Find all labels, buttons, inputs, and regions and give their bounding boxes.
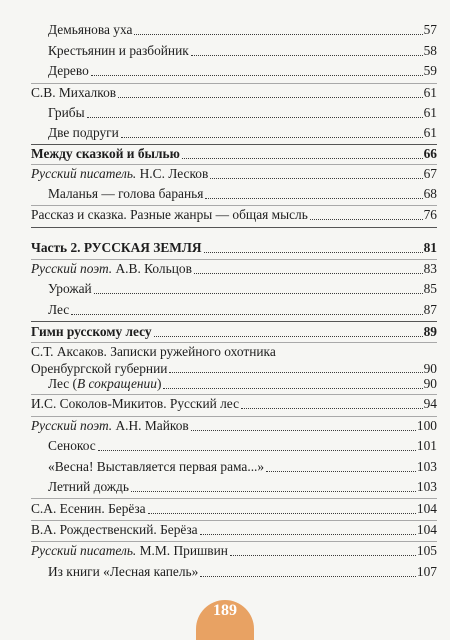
toc-entry-title xyxy=(31,417,189,435)
toc-entry xyxy=(48,375,437,393)
toc-entry-title-line2: Оренбургской губернии xyxy=(31,361,168,376)
toc-entry xyxy=(31,542,437,560)
toc-entry-title: Летний дождь xyxy=(48,479,129,494)
toc-entry-title: Две подруги xyxy=(48,125,119,140)
leader-dots xyxy=(71,314,422,315)
divider xyxy=(31,321,437,322)
toc-entry-page: 61 xyxy=(423,85,437,100)
toc-entry xyxy=(31,206,437,224)
toc-entry xyxy=(48,21,437,39)
toc-entry-page: 104 xyxy=(416,501,437,516)
toc-entry xyxy=(31,500,437,518)
leader-dots xyxy=(163,388,422,389)
leader-dots xyxy=(200,534,416,535)
toc-entry-title: С.А. Есенин. Берёза xyxy=(31,501,146,516)
toc-entry-page: 83 xyxy=(423,261,437,276)
leader-dots xyxy=(241,408,423,409)
toc-entry-page: 105 xyxy=(416,543,437,558)
toc-entry-page: 61 xyxy=(423,125,437,140)
toc-entry-page: 103 xyxy=(416,459,437,474)
toc-entry-title: Рассказ и сказка. Разные жанры — общая мысль xyxy=(31,207,308,222)
toc-entry xyxy=(48,62,437,80)
toc-entry-prefix: Русский писатель. xyxy=(31,166,137,181)
toc-entry-author: Н.С. Лесков xyxy=(136,166,209,181)
toc-entry-prefix: Русский писатель. xyxy=(31,543,137,558)
toc-entry-page: 57 xyxy=(423,22,437,37)
toc-entry-title: Маланья — голова баранья xyxy=(48,186,204,201)
toc-entry xyxy=(48,124,437,142)
toc-entry xyxy=(48,458,437,476)
toc-entry-title: Сенокос xyxy=(48,438,96,453)
toc-entry-page: 66 xyxy=(423,146,437,161)
toc-entry xyxy=(31,417,437,435)
leader-dots xyxy=(98,450,416,451)
toc-entry-title: Грибы xyxy=(48,105,85,120)
leader-dots xyxy=(210,178,422,179)
toc-entry-page: 90 xyxy=(423,361,437,376)
toc-entry xyxy=(31,165,437,183)
toc-entry-title-end: ) xyxy=(156,376,162,391)
toc-entry xyxy=(48,478,437,496)
leader-dots xyxy=(91,75,423,76)
toc-entry-page: 87 xyxy=(423,302,437,317)
toc-part-heading xyxy=(31,239,437,257)
toc-entry-title xyxy=(31,542,228,560)
leader-dots xyxy=(134,34,422,35)
toc-entry-title-block xyxy=(31,343,437,377)
toc-entry-title: Демьянова уха xyxy=(48,22,133,37)
toc-entry-title: «Весна! Выставляется первая рама...» xyxy=(48,459,265,474)
toc-entry-title: Урожай xyxy=(48,281,92,296)
toc-entry-page: 81 xyxy=(423,240,437,255)
toc-entry-title xyxy=(31,260,192,278)
toc-entry-title xyxy=(48,375,161,393)
leader-dots xyxy=(194,273,423,274)
toc-entry-page: 67 xyxy=(423,166,437,181)
toc-entry-page: 58 xyxy=(423,43,437,58)
toc-entry-title: С.В. Михалков xyxy=(31,85,117,100)
toc-entry xyxy=(48,185,437,203)
leader-dots xyxy=(169,372,422,373)
toc-entry-author: А.Н. Майков xyxy=(112,418,189,433)
toc-entry-page: 101 xyxy=(416,438,437,453)
leader-dots xyxy=(87,117,423,118)
leader-dots xyxy=(204,252,423,253)
toc-entry-page: 100 xyxy=(416,418,437,433)
toc-entry-author: А.В. Кольцов xyxy=(112,261,192,276)
toc-entry xyxy=(48,280,437,298)
toc-entry-page: 61 xyxy=(423,105,437,120)
divider xyxy=(31,227,437,228)
toc-entry-title: И.С. Соколов-Микитов. Русский лес xyxy=(31,396,240,411)
toc-entry-page: 107 xyxy=(416,564,437,579)
toc-entry-page: 89 xyxy=(423,324,437,339)
divider xyxy=(31,498,437,499)
leader-dots xyxy=(205,198,422,199)
toc-entry xyxy=(31,260,437,278)
leader-dots xyxy=(131,491,416,492)
toc-entry xyxy=(48,563,437,581)
toc-entry xyxy=(31,343,437,377)
toc-entry-title: В.А. Рождественский. Берёза xyxy=(31,522,198,537)
toc-entry xyxy=(31,84,437,102)
leader-dots xyxy=(148,513,416,514)
toc-entry-title: Из книги «Лесная капель» xyxy=(48,564,199,579)
toc-entry xyxy=(48,437,437,455)
toc-entry-title-start: Лес ( xyxy=(48,376,78,391)
toc-entry-prefix: Русский поэт. xyxy=(31,418,113,433)
leader-dots xyxy=(310,219,423,220)
leader-dots xyxy=(230,555,416,556)
toc-entry-page: 85 xyxy=(423,281,437,296)
toc-entry-page: 103 xyxy=(416,479,437,494)
toc-entry-title: Лес xyxy=(48,302,70,317)
toc-section-heading xyxy=(31,323,437,341)
leader-dots xyxy=(266,471,416,472)
toc-entry-title-line1: С.Т. Аксаков. Записки ружейного охотника xyxy=(31,344,276,359)
toc-entry-title: Крестьянин и разбойник xyxy=(48,43,189,58)
toc-entry-page: 59 xyxy=(423,63,437,78)
toc-section-heading xyxy=(31,145,437,163)
toc-entry-page: 90 xyxy=(423,376,437,391)
leader-dots xyxy=(118,97,423,98)
toc-entry-title: Гимн русскому лесу xyxy=(31,324,152,339)
leader-dots xyxy=(182,158,423,159)
toc-entry-title: Часть 2. РУССКАЯ ЗЕМЛЯ xyxy=(31,240,202,255)
toc-entry-page: 76 xyxy=(423,207,437,222)
toc-entry-prefix: Русский поэт. xyxy=(31,261,113,276)
leader-dots xyxy=(121,137,423,138)
toc-entry-title: Между сказкой и былью xyxy=(31,146,180,161)
toc-entry-author: М.М. Пришвин xyxy=(136,543,228,558)
leader-dots xyxy=(94,293,423,294)
toc-entry xyxy=(48,301,437,319)
toc-entry xyxy=(48,104,437,122)
toc-entry xyxy=(48,42,437,60)
page-number: 189 xyxy=(213,602,237,619)
toc-entry-page: 68 xyxy=(423,186,437,201)
leader-dots xyxy=(191,430,416,431)
toc-entry-page: 94 xyxy=(423,396,437,411)
toc-entry-title: Дерево xyxy=(48,63,89,78)
toc-entry-title-italic: В сокращении xyxy=(77,376,157,391)
leader-dots xyxy=(200,576,416,577)
toc-entry-title xyxy=(31,165,208,183)
toc-entry-page: 104 xyxy=(416,522,437,537)
leader-dots xyxy=(191,55,423,56)
leader-dots xyxy=(154,336,423,337)
toc-entry xyxy=(31,521,437,539)
toc-entry xyxy=(31,395,437,413)
